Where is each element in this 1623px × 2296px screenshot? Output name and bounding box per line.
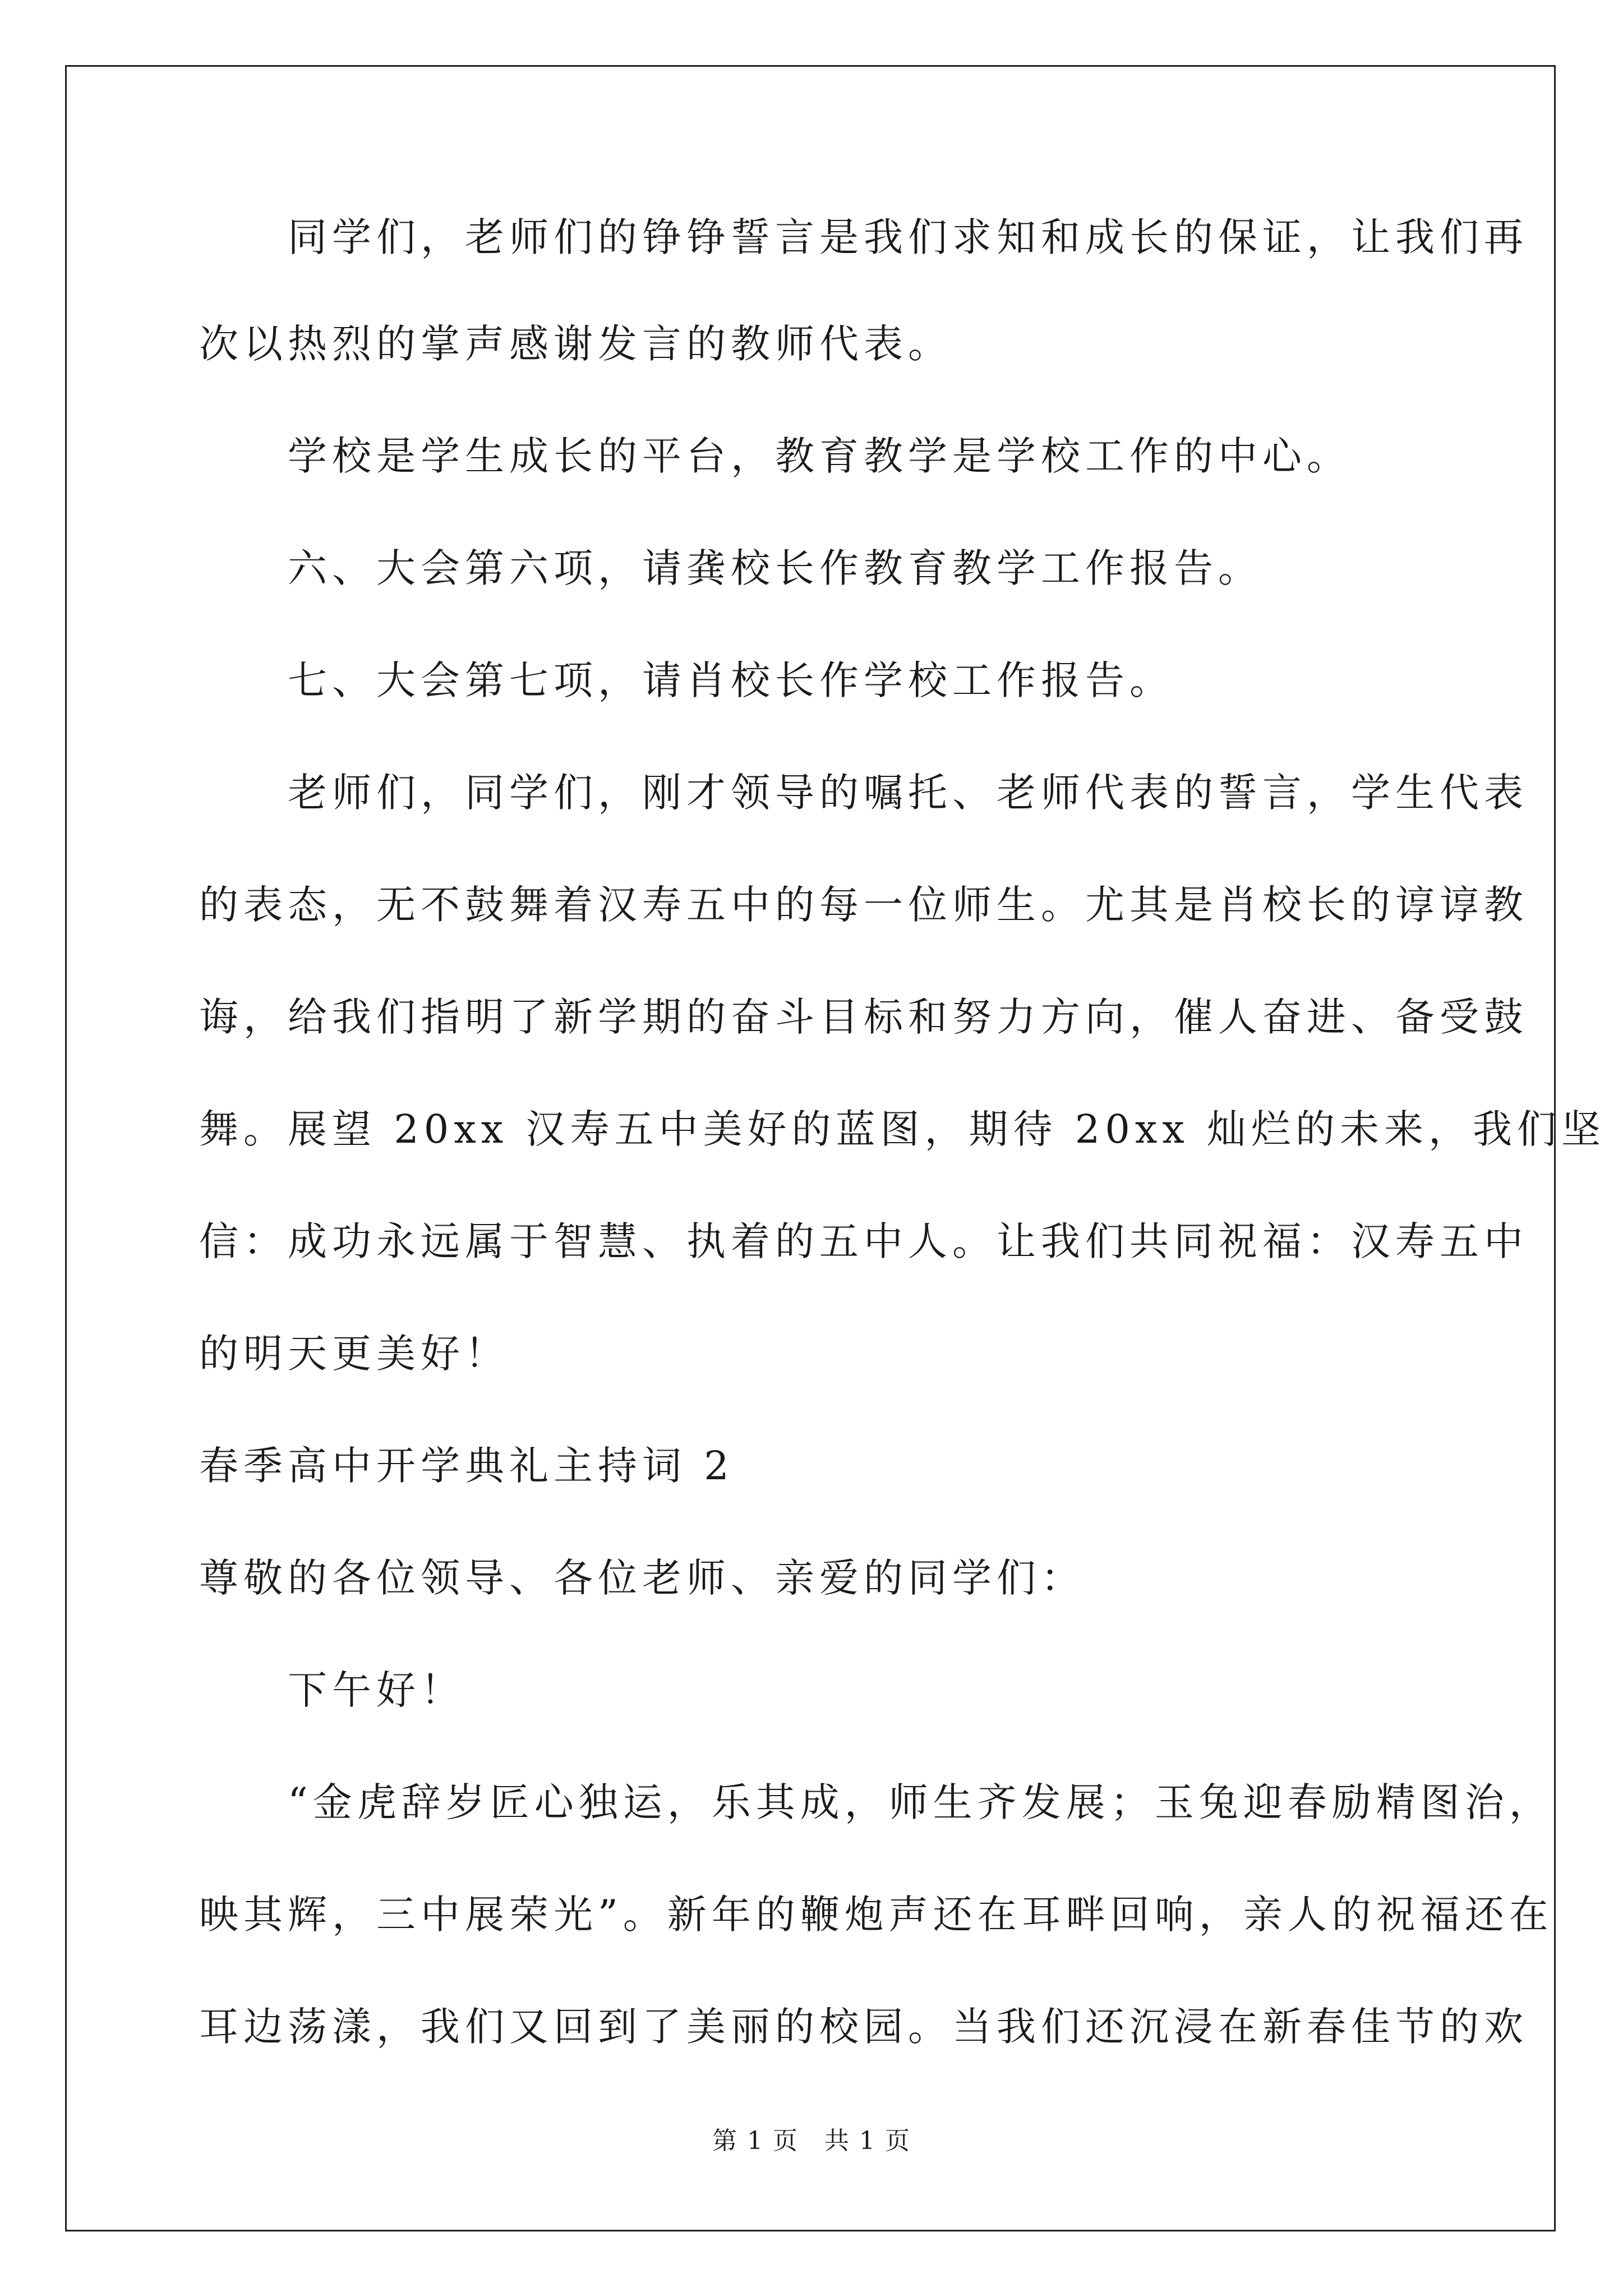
text-line: 映其辉，三中展荣光”。新年的鞭炮声还在耳畔回响，亲人的祝福还在 xyxy=(199,1892,1553,1938)
section-heading: 春季高中开学典礼主持词 2 xyxy=(199,1443,734,1489)
text-line: 六、大会第六项，请龚校长作教育教学工作报告。 xyxy=(199,545,1262,591)
greeting: 下午好！ xyxy=(199,1667,465,1713)
text-line: 的表态，无不鼓舞着汉寿五中的每一位师生。尤其是肖校长的谆谆教 xyxy=(199,882,1528,928)
text-line: 学校是学生成长的平台，教育教学是学校工作的中心。 xyxy=(199,433,1351,479)
text-line: 同学们，老师们的铮铮誓言是我们求知和成长的保证，让我们再 xyxy=(199,214,1528,260)
text-line: 七、大会第七项，请肖校长作学校工作报告。 xyxy=(199,657,1174,703)
text-line: 次以热烈的掌声感谢发言的教师代表。 xyxy=(199,321,952,367)
page-footer: 第 1 页 共 1 页 xyxy=(712,2127,911,2155)
text-line: 老师们，同学们，刚才领导的嘱托、老师代表的誓言，学生代表 xyxy=(199,770,1528,816)
salutation: 尊敬的各位领导、各位老师、亲爱的同学们： xyxy=(199,1555,1085,1601)
text-line: “金虎辞岁匠心独运，乐其成，师生齐发展；玉兔迎春励精图治， xyxy=(199,1779,1553,1825)
text-line: 耳边荡漾，我们又回到了美丽的校园。当我们还沉浸在新春佳节的欢 xyxy=(199,2004,1528,2050)
text-line: 信：成功永远属于智慧、执着的五中人。让我们共同祝福：汉寿五中 xyxy=(199,1218,1528,1264)
text-line: 舞。展望 20xx 汉寿五中美好的蓝图，期待 20xx 灿烂的未来，我们坚 xyxy=(199,1106,1606,1152)
text-line: 的明天更美好！ xyxy=(199,1331,509,1377)
text-line: 诲，给我们指明了新学期的奋斗目标和努力方向，催人奋进、备受鼓 xyxy=(199,994,1528,1040)
